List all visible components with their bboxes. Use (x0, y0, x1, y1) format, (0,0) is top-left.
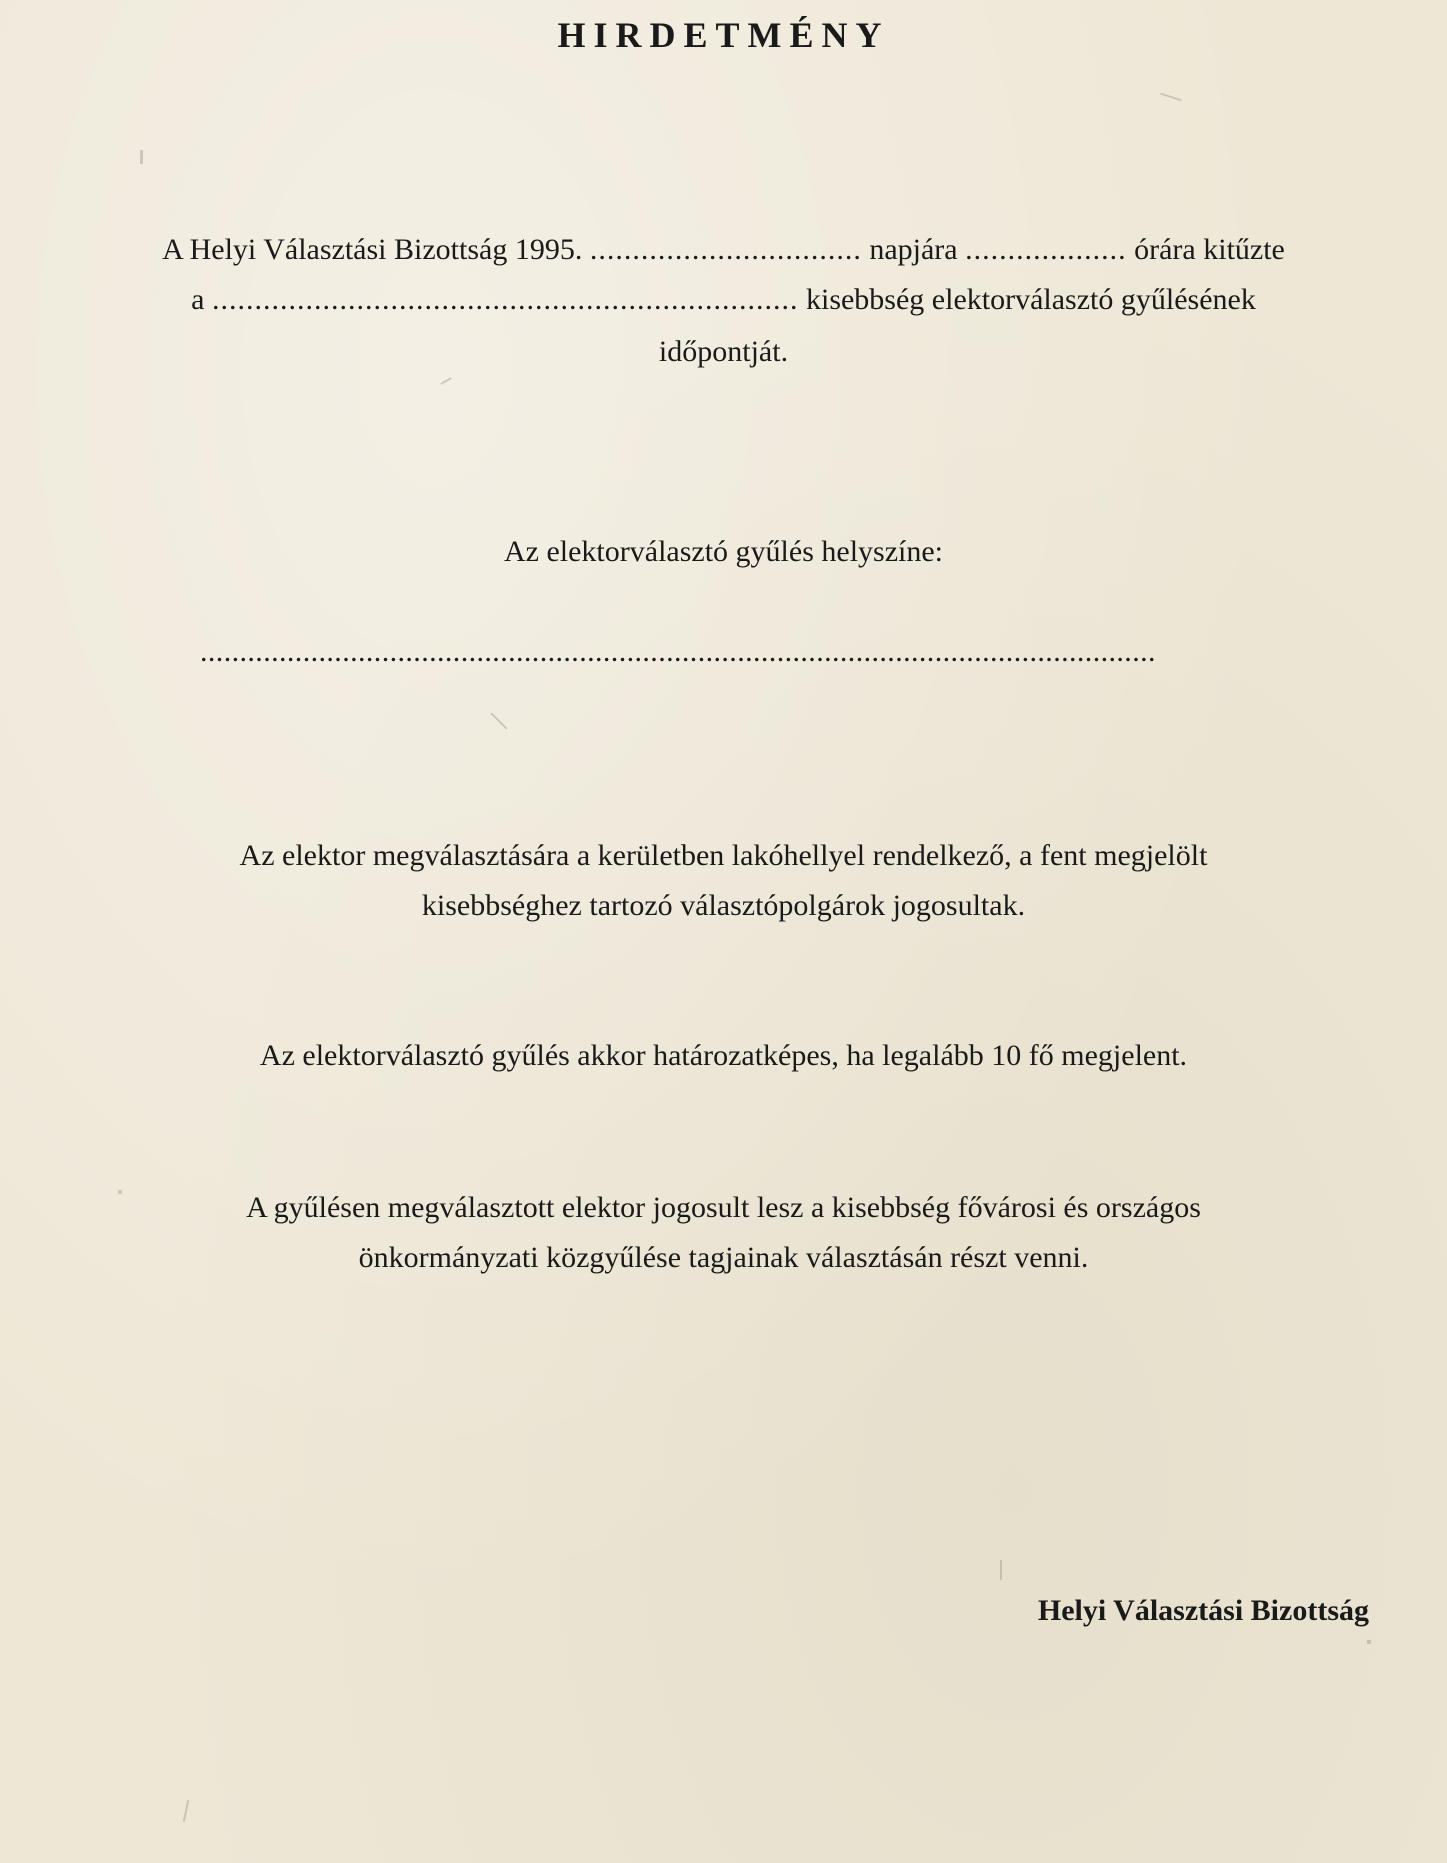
paper-speck (1160, 93, 1182, 102)
venue-label: Az elektorválasztó gyűlés helyszíne: (503, 535, 943, 568)
paper-speck (1000, 1560, 1002, 1580)
rights-line-2: önkormányzati közgyűlése tagjainak választásán részt venni. (358, 1241, 1089, 1274)
quorum-text: Az elektorválasztó gyűlés akkor határozatképes, ha legalább 10 fő megjelent. (259, 1039, 1188, 1072)
minority-blank: ..................................................................... (211, 283, 799, 316)
signature: Helyi Választási Bizottság (1037, 1594, 1369, 1627)
paper-speck (440, 377, 451, 385)
announcement-suffix: órára kitűzte (1134, 233, 1285, 266)
eligibility-line-1: Az elektor megválasztására a kerületben lakóhellyel rendelkező, a fent megjelölt (239, 839, 1208, 872)
announcement-line-2 (0, 282, 1447, 318)
paper-speck (1367, 1640, 1371, 1644)
document-title: HIRDETMÉNY (557, 15, 890, 55)
paper-speck (140, 150, 143, 164)
announcement-line-1 (0, 232, 1447, 268)
paper-speck (183, 1800, 190, 1822)
date-blank: ................................ (589, 233, 862, 266)
paper-speck (118, 1190, 122, 1194)
announcement-minority-text: kisebbség elektorválasztó gyűlésének (805, 283, 1256, 316)
time-blank: ................... (965, 233, 1127, 266)
eligibility-line-2: kisebbséghez tartozó választópolgárok jogosultak. (421, 889, 1026, 922)
announcement-line-3: időpontját. (658, 335, 789, 368)
announcement-article: a (191, 283, 205, 316)
announcement-prefix: A Helyi Választási Bizottság 1995. (162, 233, 583, 266)
paper-speck (491, 713, 508, 730)
rights-line-1: A gyűlésen megválasztott elektor jogosult lesz a kisebbség fővárosi és országos (246, 1191, 1201, 1224)
venue-blank: ......................................................................................................................... (200, 635, 1156, 668)
announcement-day-word: napjára (869, 233, 958, 266)
